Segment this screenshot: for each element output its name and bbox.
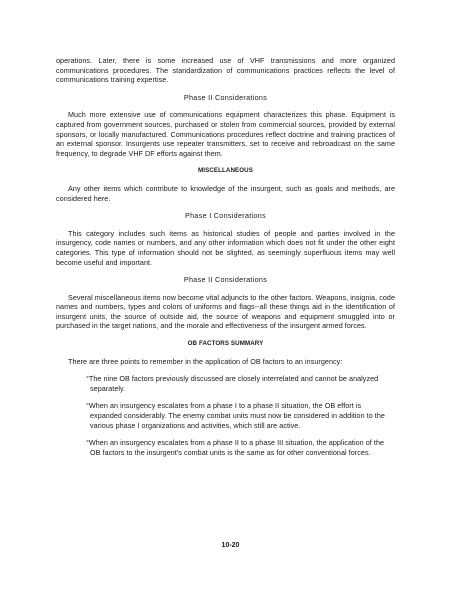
paragraph-summary-intro: There are three points to remember in the application of OB factors to an insurgency: bbox=[68, 356, 343, 366]
paragraph-phase-2-miscellaneous: Several miscellaneous items now become vital adjuncts to the other factors. Weapons, insignia, code names and numbers, types and colors of uniforms and flags--all these things aid in the identification of insurgent units, the source of outside aid, the source of weapons and equipment smuggled into or purchased in the target nations, and the morale and effectiveness of the insurgent armed forces. bbox=[56, 292, 395, 331]
heading-phase-2-communications: Phase II Considerations bbox=[183, 92, 268, 102]
bullet-item-interrelated: °The nine OB factors previously discussed are closely interrelated and cannot be analyzed separately. bbox=[86, 374, 379, 393]
paragraph-operations: operations. Later, there is some increased use of VHF transmissions and more organized communications procedures. The standardization of communications practices reflects the level of communications training expertise. bbox=[56, 56, 395, 85]
heading-miscellaneous: MISCELLANEOUS bbox=[198, 167, 253, 175]
heading-ob-factors-summary: OB FACTORS SUMMARY bbox=[187, 340, 264, 348]
paragraph-phase-2-communications: Much more extensive use of communications equipment characterizes this phase. Equipment is captured from government sources, purchased or stolen from commercial sources, provided by external sponsors, or locally manufactured. Communications procedures reflect doctrine and training practices of an external sponsor. Insurgents use repeater transmitters, set to receive and rebroadcast on the same frequency, to degrade VHF DF efforts against them. bbox=[56, 110, 395, 158]
bullet-item-phase-1-to-2: °When an insurgency escalates from a phase I to a phase II situation, the OB effort is expanded considerably. The enemy combat units must now be considered in addition to the various phase I organizations and activities, which still are active. bbox=[86, 401, 385, 430]
bullet-item-phase-2-to-3: °When an insurgency escalates from a phase II to a phase III situation, the application of the OB factors to the insurgent's combat units is the same as for other conventional forces. bbox=[86, 438, 385, 457]
paragraph-phase-1-miscellaneous: This category includes such items as historical studies of people and parties involved in the insurgency, code names or numbers, and any other information which does not fit under the other eight categories. This type of information should not be slighted, as seemingly superfluous items may well become useful and important. bbox=[56, 228, 395, 267]
heading-phase-1-miscellaneous: Phase I Considerations bbox=[185, 211, 266, 221]
heading-phase-2-miscellaneous: Phase II Considerations bbox=[183, 275, 268, 285]
paragraph-miscellaneous-intro: Any other items which contribute to knowledge of the insurgent, such as goals and methods, are considered here. bbox=[56, 183, 395, 203]
page-number: 10-20 bbox=[221, 542, 240, 549]
